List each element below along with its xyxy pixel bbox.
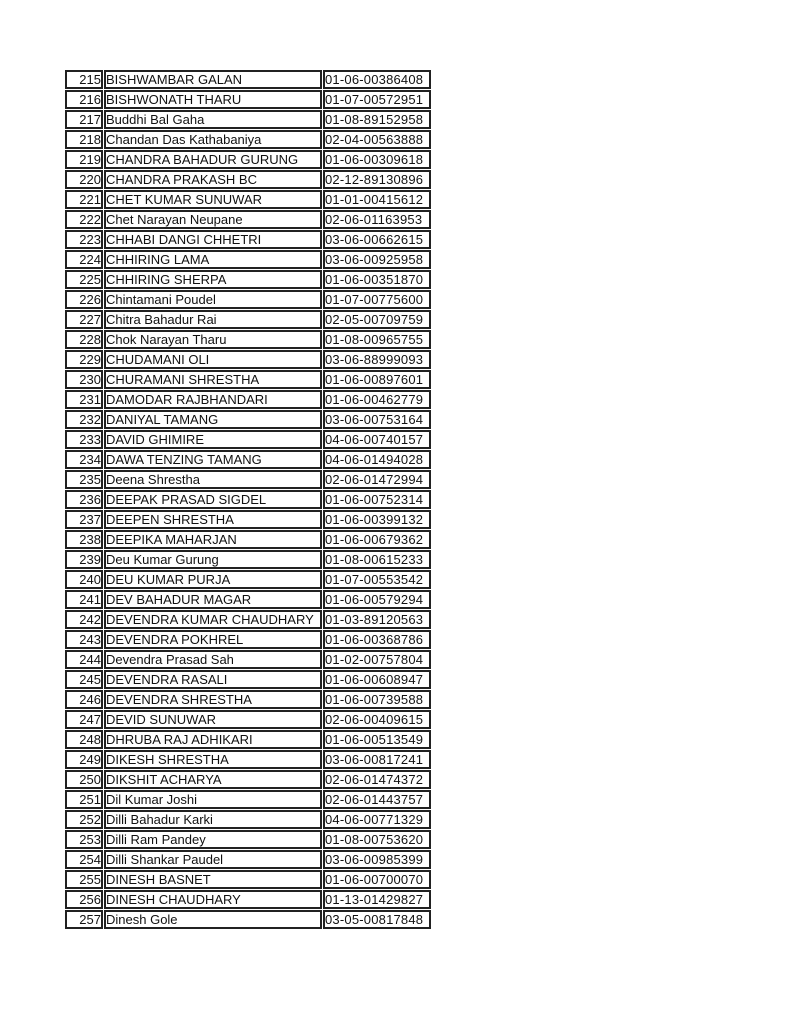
member-name-cell: Chintamani Poudel: [104, 290, 322, 309]
member-id-cell: 01-06-00579294: [323, 590, 431, 609]
member-id-cell: 02-12-89130896: [323, 170, 431, 189]
table-row: [65, 210, 431, 229]
member-name-cell: DEEPAK PRASAD SIGDEL: [104, 490, 322, 509]
member-name-cell: DAMODAR RAJBHANDARI: [104, 390, 322, 409]
table-row: [65, 850, 431, 869]
serial-number-cell: 247: [65, 710, 103, 729]
member-name-cell: Dilli Bahadur Karki: [104, 810, 322, 829]
table-row: [65, 550, 431, 569]
serial-number-cell: 235: [65, 470, 103, 489]
serial-number-cell: 219: [65, 150, 103, 169]
member-name-cell: CHUDAMANI OLI: [104, 350, 322, 369]
table-row: [65, 350, 431, 369]
member-name-cell: CHURAMANI SHRESTHA: [104, 370, 322, 389]
serial-number-cell: 254: [65, 850, 103, 869]
serial-number-cell: 234: [65, 450, 103, 469]
table-row: [65, 510, 431, 529]
member-name-cell: DEEPIKA MAHARJAN: [104, 530, 322, 549]
member-id-cell: 01-06-00386408: [323, 70, 431, 89]
serial-number-cell: 236: [65, 490, 103, 509]
member-id-cell: 02-05-00709759: [323, 310, 431, 329]
serial-number-cell: 250: [65, 770, 103, 789]
member-name-cell: DHRUBA RAJ ADHIKARI: [104, 730, 322, 749]
member-name-cell: DEU KUMAR PURJA: [104, 570, 322, 589]
member-id-cell: 01-06-00462779: [323, 390, 431, 409]
member-id-cell: 01-06-00700070: [323, 870, 431, 889]
serial-number-cell: 238: [65, 530, 103, 549]
serial-number-cell: 241: [65, 590, 103, 609]
table-row: [65, 910, 431, 929]
member-id-cell: 01-06-00739588: [323, 690, 431, 709]
member-name-cell: Chet Narayan Neupane: [104, 210, 322, 229]
member-id-cell: 02-06-01163953: [323, 210, 431, 229]
table-row: [65, 330, 431, 349]
member-name-cell: Devendra Prasad Sah: [104, 650, 322, 669]
serial-number-cell: 231: [65, 390, 103, 409]
serial-number-cell: 253: [65, 830, 103, 849]
member-id-cell: 02-06-01474372: [323, 770, 431, 789]
table-row: [65, 650, 431, 669]
serial-number-cell: 246: [65, 690, 103, 709]
member-name-cell: Buddhi Bal Gaha: [104, 110, 322, 129]
table-row: [65, 130, 431, 149]
member-id-cell: 01-06-00351870: [323, 270, 431, 289]
serial-number-cell: 218: [65, 130, 103, 149]
table-row: [65, 450, 431, 469]
member-name-cell: CHANDRA PRAKASH BC: [104, 170, 322, 189]
table-row: [65, 750, 431, 769]
member-id-cell: 01-07-00553542: [323, 570, 431, 589]
member-id-cell: 02-06-01443757: [323, 790, 431, 809]
member-name-cell: Dinesh Gole: [104, 910, 322, 929]
table-row: [65, 530, 431, 549]
serial-number-cell: 220: [65, 170, 103, 189]
member-id-cell: 01-07-00775600: [323, 290, 431, 309]
table-row: [65, 170, 431, 189]
member-id-cell: 03-06-88999093: [323, 350, 431, 369]
member-id-cell: 04-06-00740157: [323, 430, 431, 449]
member-id-cell: 01-08-89152958: [323, 110, 431, 129]
serial-number-cell: 243: [65, 630, 103, 649]
member-name-cell: DIKESH SHRESTHA: [104, 750, 322, 769]
member-name-cell: BISHWONATH THARU: [104, 90, 322, 109]
member-name-cell: DANIYAL TAMANG: [104, 410, 322, 429]
member-id-cell: 01-13-01429827: [323, 890, 431, 909]
table-row: [65, 370, 431, 389]
serial-number-cell: 233: [65, 430, 103, 449]
member-id-cell: 01-06-00608947: [323, 670, 431, 689]
member-name-cell: CHANDRA BAHADUR GURUNG: [104, 150, 322, 169]
serial-number-cell: 222: [65, 210, 103, 229]
member-name-cell: DINESH CHAUDHARY: [104, 890, 322, 909]
table-row: [65, 410, 431, 429]
serial-number-cell: 242: [65, 610, 103, 629]
member-name-cell: CHHABI DANGI CHHETRI: [104, 230, 322, 249]
member-name-cell: Dil Kumar Joshi: [104, 790, 322, 809]
table-row: [65, 610, 431, 629]
member-name-cell: Chitra Bahadur Rai: [104, 310, 322, 329]
member-name-cell: Deena Shrestha: [104, 470, 322, 489]
member-id-cell: 02-06-01472994: [323, 470, 431, 489]
table-row: [65, 670, 431, 689]
table-row: [65, 90, 431, 109]
member-id-cell: 03-06-00925958: [323, 250, 431, 269]
serial-number-cell: 228: [65, 330, 103, 349]
table-row: [65, 490, 431, 509]
serial-number-cell: 251: [65, 790, 103, 809]
table-row: [65, 250, 431, 269]
serial-number-cell: 217: [65, 110, 103, 129]
serial-number-cell: 257: [65, 910, 103, 929]
member-name-cell: CHET KUMAR SUNUWAR: [104, 190, 322, 209]
member-id-cell: 01-06-00752314: [323, 490, 431, 509]
serial-number-cell: 226: [65, 290, 103, 309]
member-id-cell: 04-06-00771329: [323, 810, 431, 829]
member-name-cell: DEVENDRA RASALI: [104, 670, 322, 689]
table-row: [65, 590, 431, 609]
member-id-cell: 01-06-00399132: [323, 510, 431, 529]
member-id-cell: 02-06-00409615: [323, 710, 431, 729]
member-id-cell: 02-04-00563888: [323, 130, 431, 149]
member-id-cell: 03-06-00753164: [323, 410, 431, 429]
table-row: [65, 150, 431, 169]
member-name-cell: DIKSHIT ACHARYA: [104, 770, 322, 789]
member-id-cell: 01-03-89120563: [323, 610, 431, 629]
table-row: [65, 470, 431, 489]
table-row: [65, 870, 431, 889]
member-id-cell: 01-06-00309618: [323, 150, 431, 169]
serial-number-cell: 223: [65, 230, 103, 249]
member-id-cell: 01-06-00513549: [323, 730, 431, 749]
member-name-cell: Deu Kumar Gurung: [104, 550, 322, 569]
member-id-cell: 01-08-00615233: [323, 550, 431, 569]
member-id-cell: 01-02-00757804: [323, 650, 431, 669]
serial-number-cell: 240: [65, 570, 103, 589]
member-id-cell: 03-06-00985399: [323, 850, 431, 869]
roster-table-body: [65, 70, 431, 929]
serial-number-cell: 252: [65, 810, 103, 829]
member-id-cell: 01-06-00897601: [323, 370, 431, 389]
serial-number-cell: 256: [65, 890, 103, 909]
member-id-cell: 01-01-00415612: [323, 190, 431, 209]
table-row: [65, 270, 431, 289]
serial-number-cell: 227: [65, 310, 103, 329]
serial-number-cell: 244: [65, 650, 103, 669]
table-row: [65, 570, 431, 589]
serial-number-cell: 245: [65, 670, 103, 689]
member-name-cell: DEEPEN SHRESTHA: [104, 510, 322, 529]
member-name-cell: DEVENDRA POKHREL: [104, 630, 322, 649]
table-row: [65, 310, 431, 329]
member-name-cell: Chandan Das Kathabaniya: [104, 130, 322, 149]
member-id-cell: 03-06-00817241: [323, 750, 431, 769]
member-id-cell: 01-08-00965755: [323, 330, 431, 349]
serial-number-cell: 248: [65, 730, 103, 749]
table-row: [65, 190, 431, 209]
member-name-cell: Dilli Shankar Paudel: [104, 850, 322, 869]
serial-number-cell: 221: [65, 190, 103, 209]
member-id-cell: 01-08-00753620: [323, 830, 431, 849]
table-row: [65, 690, 431, 709]
member-name-cell: DEVENDRA SHRESTHA: [104, 690, 322, 709]
serial-number-cell: 224: [65, 250, 103, 269]
table-row: [65, 810, 431, 829]
serial-number-cell: 249: [65, 750, 103, 769]
serial-number-cell: 232: [65, 410, 103, 429]
member-name-cell: BISHWAMBAR GALAN: [104, 70, 322, 89]
table-row: [65, 830, 431, 849]
table-row: [65, 730, 431, 749]
serial-number-cell: 229: [65, 350, 103, 369]
table-row: [65, 390, 431, 409]
member-id-cell: 01-06-00679362: [323, 530, 431, 549]
member-id-cell: 01-07-00572951: [323, 90, 431, 109]
member-name-cell: Dilli Ram Pandey: [104, 830, 322, 849]
table-row: [65, 630, 431, 649]
member-name-cell: CHHIRING SHERPA: [104, 270, 322, 289]
member-id-cell: 03-05-00817848: [323, 910, 431, 929]
member-name-cell: DEVENDRA KUMAR CHAUDHARY: [104, 610, 322, 629]
member-name-cell: DEV BAHADUR MAGAR: [104, 590, 322, 609]
member-id-cell: 01-06-00368786: [323, 630, 431, 649]
serial-number-cell: 237: [65, 510, 103, 529]
serial-number-cell: 239: [65, 550, 103, 569]
member-name-cell: DAVID GHIMIRE: [104, 430, 322, 449]
member-name-cell: DINESH BASNET: [104, 870, 322, 889]
member-id-cell: 04-06-01494028: [323, 450, 431, 469]
serial-number-cell: 255: [65, 870, 103, 889]
serial-number-cell: 215: [65, 70, 103, 89]
table-row: [65, 230, 431, 249]
roster-table: [64, 69, 432, 930]
table-row: [65, 70, 431, 89]
serial-number-cell: 225: [65, 270, 103, 289]
table-row: [65, 890, 431, 909]
table-row: [65, 110, 431, 129]
member-name-cell: Chok Narayan Tharu: [104, 330, 322, 349]
member-name-cell: CHHIRING LAMA: [104, 250, 322, 269]
table-row: [65, 790, 431, 809]
member-name-cell: DAWA TENZING TAMANG: [104, 450, 322, 469]
table-row: [65, 430, 431, 449]
serial-number-cell: 216: [65, 90, 103, 109]
member-name-cell: DEVID SUNUWAR: [104, 710, 322, 729]
member-id-cell: 03-06-00662615: [323, 230, 431, 249]
table-row: [65, 770, 431, 789]
table-row: [65, 710, 431, 729]
serial-number-cell: 230: [65, 370, 103, 389]
table-row: [65, 290, 431, 309]
